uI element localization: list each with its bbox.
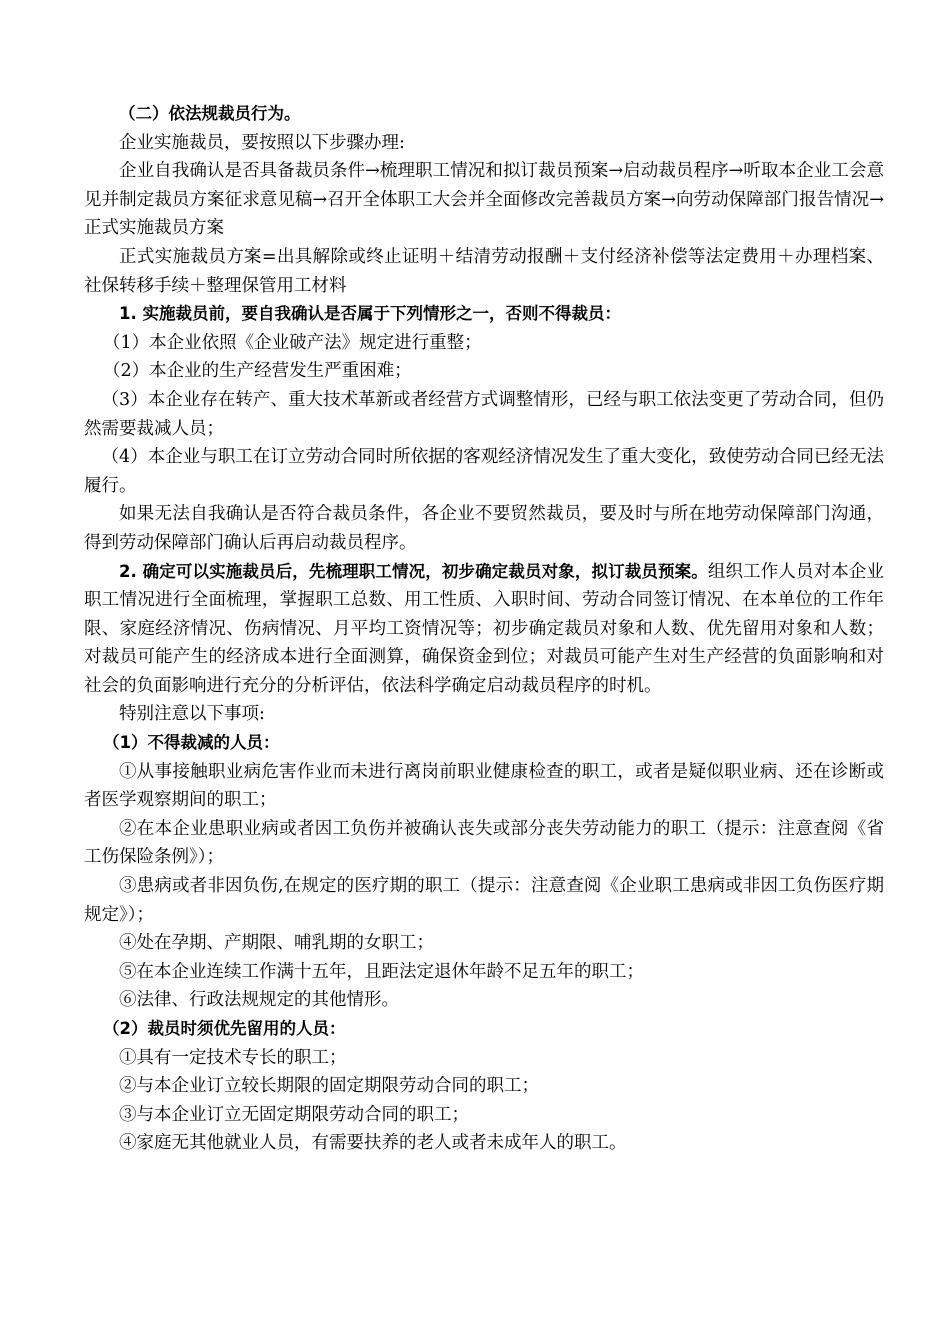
document-page [84, 100, 884, 1158]
item1-case: （3）本企业存在转产、重大技术革新或者经营方式调整情形，已经与职工依法变更了劳动合同，但仍然需要裁减人员； [84, 389, 884, 439]
no-cut-item: ⑤在本企业连续工作满十五年，且距法定退休年龄不足五年的职工； [119, 961, 644, 982]
item1-case: （2）本企业的生产经营发生严重困难； [103, 361, 412, 382]
item2-heading: 2. 确定可以实施裁员后，先梳理职工情况，初步确定裁员对象，拟订裁员预案。 [119, 561, 708, 581]
retain-heading: （2）裁员时须优先留用的人员： [103, 1019, 346, 1038]
retain-item: ③与本企业订立无固定期限劳动合同的职工； [119, 1104, 469, 1125]
retain-item: ②与本企业订立较长期限的固定期限劳动合同的职工； [119, 1076, 539, 1097]
section-title: （二）依法规裁员行为。 [119, 104, 301, 123]
no-cut-item: ②在本企业患职业病或者因工负伤并被确认丧失或部分丧失劳动能力的职工（提示：注意查阅《省工伤保险条例》）； [84, 818, 884, 868]
retain-item: ④家庭无其他就业人员，有需要扶养的老人或者未成年人的职工。 [119, 1133, 627, 1154]
intro-paragraph: 企业实施裁员，要按照以下步骤办理: [119, 132, 405, 153]
item2-body: 组织工作人员对本企业职工情况进行全面梳理，掌握职工总数、用工性质、入职时间、劳动合同签订情况、在本单位的工作年限、家庭经济情况、伤病情况、月平均工资情况等；初步确定裁员对象和人数、优先留用对象和人数；对裁员可能产生的经济成本进行全面测算，确保资金到位；对裁员可能产生对生产经营的负面影响和对社会的负面影响进行充分的分析评估，依法科学确定启动裁员程序的时机。 [84, 561, 884, 696]
no-cut-item: ①从事接触职业病危害作业而未进行离岗前职业健康检查的职工，或者是疑似职业病、还在诊断或者医学观察期间的职工； [84, 761, 884, 811]
no-cut-item: ③患病或者非因负伤,在规定的医疗期的职工（提示：注意查阅《企业职工患病或非因工负伤医疗期规定》）； [84, 876, 884, 925]
formal-plan-paragraph: 正式实施裁员方案=出具解除或终止证明＋结清劳动报酬＋支付经济补偿等法定费用＋办理档案、社保转移手续＋整理保管用工材料 [84, 246, 884, 296]
item2-paragraph [84, 558, 884, 701]
no-cut-item: ④处在孕期、产期限、哺乳期的女职工； [119, 933, 434, 954]
item1-heading: 1. 实施裁员前，要自我确认是否属于下列情形之一，否则不得裁员： [119, 304, 621, 324]
retain-item: ①具有一定技术专长的职工； [119, 1047, 347, 1068]
no-cut-heading: （1）不得裁减的人员： [103, 733, 280, 753]
item1-case: （4）本企业与职工在订立劳动合同时所依据的客观经济情况发生了重大变化，致使劳动合同已经无法履行。 [84, 447, 884, 496]
steps-paragraph: 企业自我确认是否具备裁员条件→梳理职工情况和拟订裁员预案→启动裁员程序→听取本企业工会意见并制定裁员方案征求意见稿→召开全体职工大会并全面修改完善裁员方案→向劳动保障部门报告情况→正式实施裁员方案 [84, 161, 884, 239]
item1-case: （1）本企业依照《企业破产法》规定进行重整； [103, 332, 482, 353]
item1-note: 如果无法自我确认是否符合裁员条件，各企业不要贸然裁员，要及时与所在地劳动保障部门沟通，得到劳动保障部门确认后再启动裁员程序。 [84, 504, 884, 553]
attention-line: 特别注意以下事项: [119, 704, 265, 725]
no-cut-item: ⑥法律、行政法规规定的其他情形。 [119, 990, 399, 1011]
